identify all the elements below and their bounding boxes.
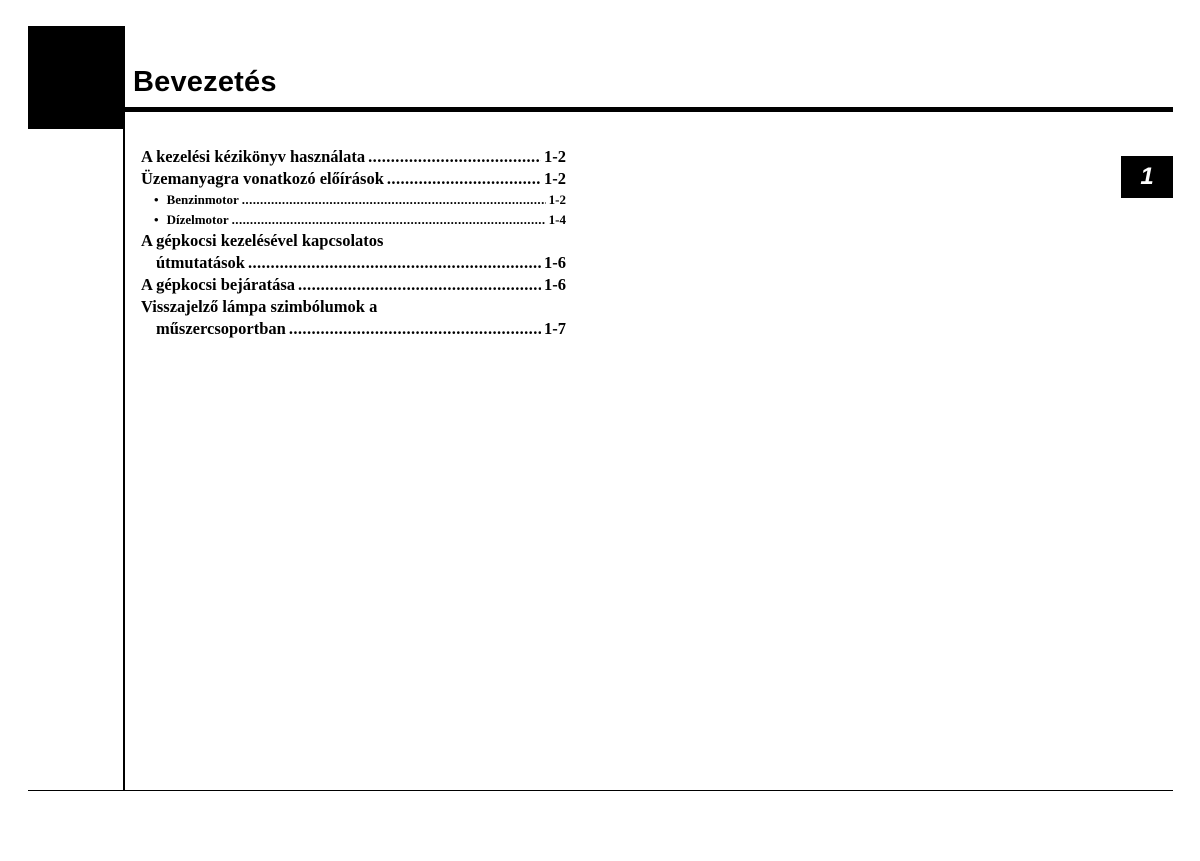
toc-item-label-continuation: útmutatások	[156, 253, 245, 272]
toc-item-label: Üzemanyagra vonatkozó előírások	[141, 169, 384, 188]
toc-page-number: 1-6	[544, 275, 566, 294]
toc-subitem-label: Benzinmotor	[166, 192, 239, 207]
chapter-tab[interactable]	[1121, 156, 1173, 198]
toc-subitem-dizelmotor[interactable]	[141, 210, 566, 230]
toc-subitem-label: Dízelmotor	[166, 212, 229, 227]
toc-page-number: 1-2	[544, 147, 566, 166]
footer-rule	[28, 790, 1173, 791]
chapter-number: 1	[1140, 163, 1154, 190]
toc-item-label: A gépkocsi bejáratása	[141, 275, 295, 294]
toc-dot-leader	[387, 168, 541, 190]
toc-item-bejaratas[interactable]	[141, 274, 566, 296]
toc-page-number: 1-2	[544, 169, 566, 188]
toc-item-uzemanyag-eloirasok[interactable]	[141, 168, 566, 190]
toc-dot-leader	[289, 318, 541, 340]
toc-dot-leader	[242, 190, 546, 210]
toc-page-number: 1-2	[548, 192, 566, 207]
toc-item-kezelesi-utmutatasok[interactable]	[141, 230, 566, 274]
toc-page-number: 1-7	[544, 319, 566, 338]
toc-item-label: A kezelési kézikönyv használata	[141, 147, 366, 166]
toc-item-kezelesi-kezikonyv[interactable]	[141, 146, 566, 168]
toc-page-number: 1-6	[544, 253, 566, 272]
toc-item-label: A gépkocsi kezelésével kapcsolatos	[141, 231, 384, 250]
chapter-corner-block	[28, 26, 124, 129]
toc-page-number: 1-4	[548, 212, 566, 227]
toc-dot-leader	[298, 274, 541, 296]
toc-item-label: Visszajelző lámpa szimbólumok a	[141, 297, 378, 316]
left-margin-rule	[123, 26, 125, 791]
toc-dot-leader	[248, 252, 541, 274]
page-title: Bevezetés	[133, 66, 277, 98]
toc-subitem-benzinmotor[interactable]	[141, 190, 566, 210]
toc-dot-leader	[368, 146, 541, 168]
title-underline-rule	[123, 107, 1173, 112]
bullet-icon: •	[154, 212, 159, 227]
bullet-icon: •	[154, 192, 159, 207]
toc-item-label-continuation: műszercsoportban	[156, 319, 286, 338]
toc-item-visszajelzo-lampak[interactable]	[141, 296, 566, 340]
table-of-contents	[141, 146, 566, 340]
toc-dot-leader	[232, 210, 546, 230]
